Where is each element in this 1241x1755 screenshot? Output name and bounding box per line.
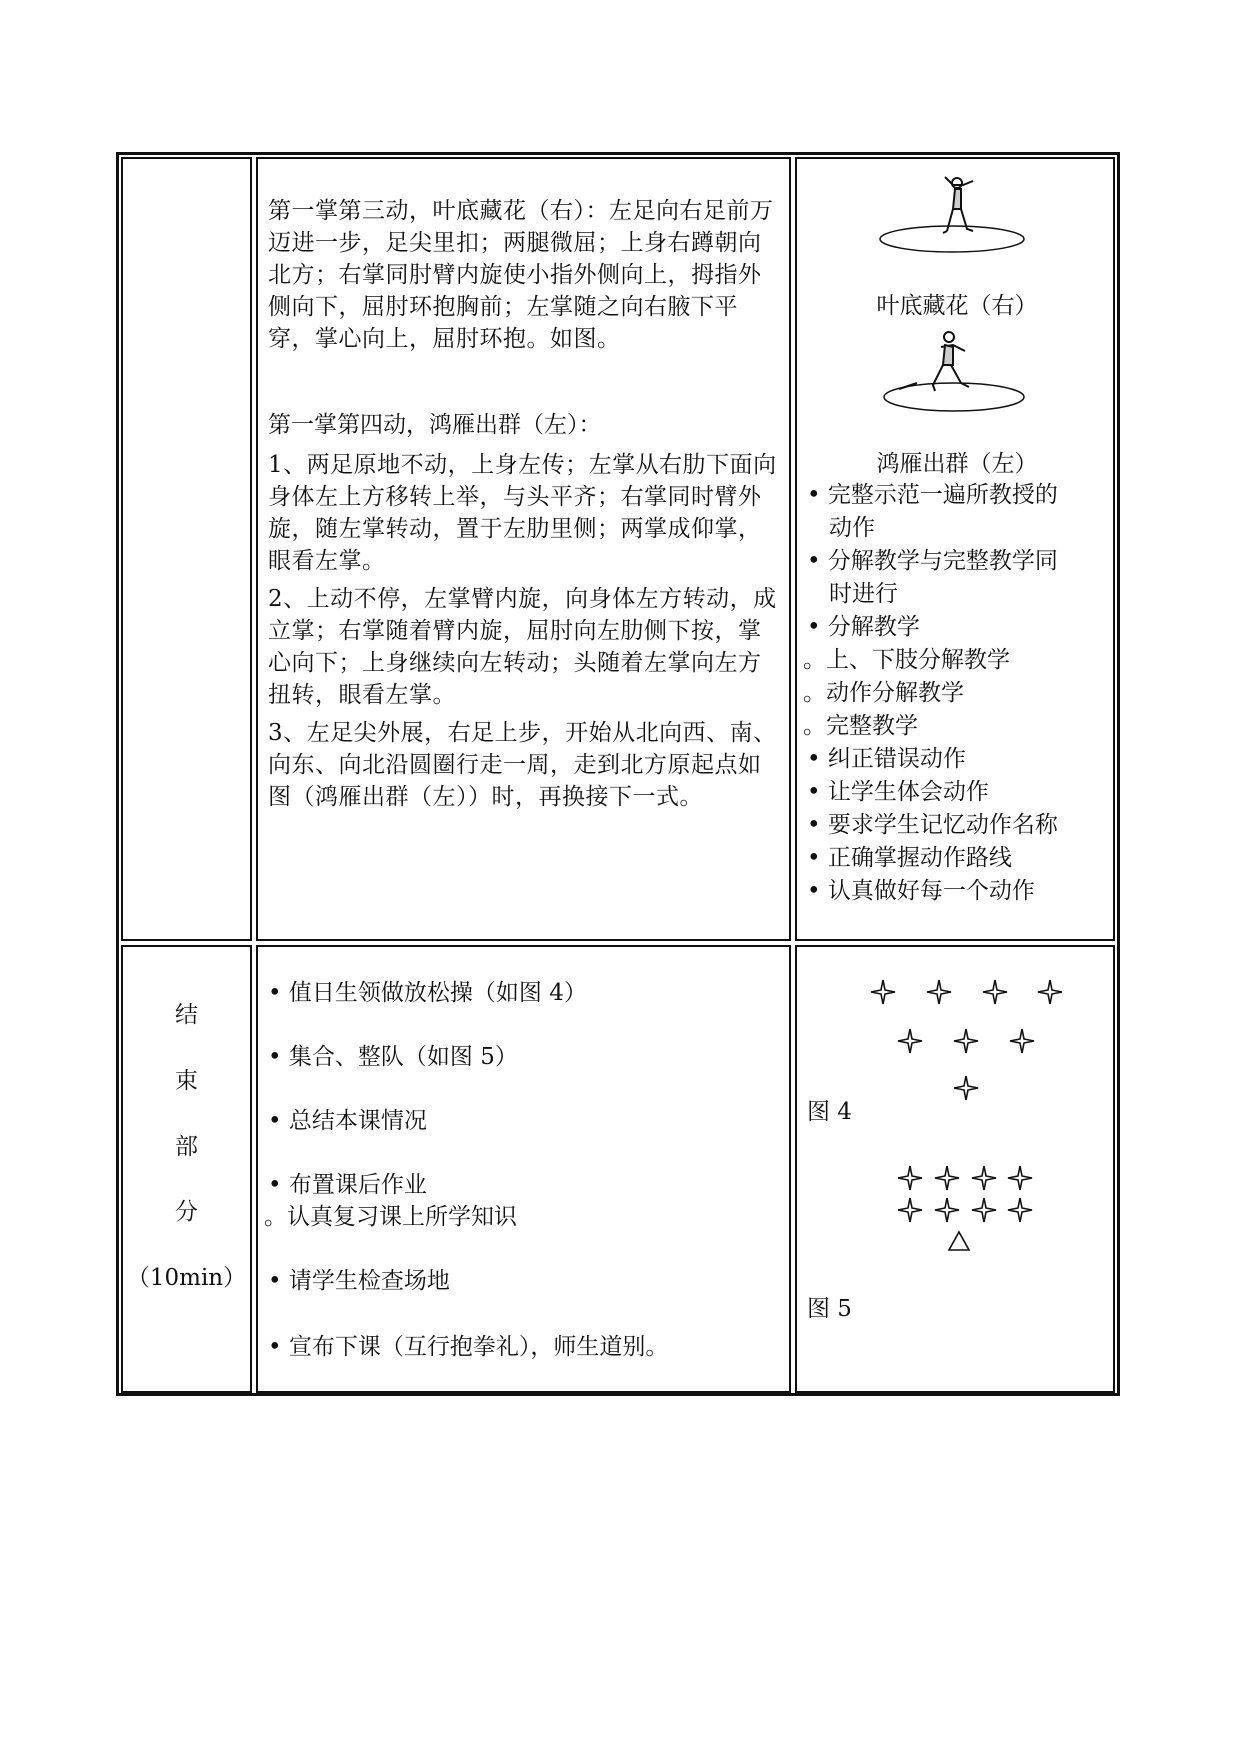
lesson-plan-table xyxy=(116,152,1120,1396)
ending-item: • 布置课后作业 xyxy=(268,1172,427,1198)
method-item: • 完整示范一遍所教授的 xyxy=(807,482,1058,508)
section-duration: （10min） xyxy=(126,1265,247,1291)
figure-5-label: 图 5 xyxy=(807,1296,852,1322)
method-item: 。上、下肢分解教学 xyxy=(803,647,1010,673)
method-item: • 要求学生记忆动作名称 xyxy=(807,812,1058,838)
teacher-triangle-icon xyxy=(947,1230,971,1252)
student-star-icon xyxy=(934,1165,960,1191)
figure-wild-goose-leaving-flock xyxy=(879,329,1029,414)
ending-item: • 宣布下课（互行抱拳礼），师生道别。 xyxy=(268,1334,669,1360)
move4-step-2: 2、上动不停，左掌臂内旋，向身体左方转动，成立掌；右掌随着臂内旋，屈肘向左肋侧下按，掌心向下；上身继续向左转动；头随着左掌向左方扭转，眼看左掌。 xyxy=(268,586,777,708)
section-label-char: 部 xyxy=(175,1134,198,1160)
student-star-icon xyxy=(897,1197,923,1223)
method-cell xyxy=(795,157,1115,941)
student-star-icon xyxy=(934,1197,960,1223)
figure-caption-2: 鸿雁出群（左） xyxy=(876,451,1038,477)
method-item: • 正确掌握动作路线 xyxy=(807,845,1012,871)
figure-leaf-hiding-flower xyxy=(877,171,1027,256)
method-item: 。动作分解教学 xyxy=(803,680,964,706)
student-star-icon xyxy=(971,1165,997,1191)
section-label-cell xyxy=(121,157,252,941)
student-star-icon xyxy=(1007,1165,1033,1191)
section-label-cell-ending xyxy=(121,945,252,1393)
section-label-char: 束 xyxy=(175,1068,198,1094)
method-item: • 纠正错误动作 xyxy=(807,746,966,772)
move4-step-3: 3、左足尖外展，右足上步，开始从北向西、南、向东、向北沿圆圈行走一周，走到北方原起点如图（鸿雁出群（左））时，再换接下一式。 xyxy=(268,720,777,810)
move4-title: 第一掌第四动，鸿雁出群（左）： xyxy=(268,412,602,438)
method-item: • 分解教学与完整教学同 xyxy=(807,548,1058,574)
student-star-icon xyxy=(971,1197,997,1223)
student-star-icon xyxy=(897,1165,923,1191)
section-label-char: 分 xyxy=(175,1199,198,1225)
method-item: • 分解教学 xyxy=(807,614,920,640)
method-item: • 让学生体会动作 xyxy=(807,779,989,805)
ending-item: 。认真复习课上所学知识 xyxy=(264,1204,517,1230)
figure-4-label: 图 4 xyxy=(807,1099,852,1125)
section-label-char: 结 xyxy=(175,1002,198,1028)
diagram-cell-ending xyxy=(795,945,1115,1393)
content-cell xyxy=(256,157,791,941)
ending-item: • 集合、整队（如图 5） xyxy=(268,1044,518,1070)
formation-diagram-5 xyxy=(797,947,1117,1247)
content-cell-ending xyxy=(256,945,791,1393)
ending-item: • 值日生领做放松操（如图 4） xyxy=(268,980,587,1006)
move4-step-1: 1、两足原地不动，上身左传；左掌从右肋下面向身体左上方移转上举，与头平齐；右掌同时臂外旋，随左掌转动，置于左肋里侧；两掌成仰掌，眼看左掌。 xyxy=(268,452,777,574)
method-item: 。完整教学 xyxy=(803,713,918,739)
method-item: 动作 xyxy=(829,515,875,541)
student-star-icon xyxy=(1007,1197,1033,1223)
move4-steps xyxy=(268,449,782,813)
move3-paragraph: 第一掌第三动，叶底藏花（右）：左足向右足前万迈进一步，足尖里扣；两腿微屈；上身右蹲朝向北方；右掌同肘臂内旋使小指外侧向上，拇指外侧向下，屈肘环抱胸前；左掌随之向右腋下平穿，掌心向上，屈肘环抱。如图。 xyxy=(268,198,774,352)
method-item: 时进行 xyxy=(829,581,898,607)
ending-item: • 请学生检查场地 xyxy=(268,1268,450,1294)
method-item: • 认真做好每一个动作 xyxy=(807,878,1035,904)
ending-item: • 总结本课情况 xyxy=(268,1108,427,1134)
figure-caption-1: 叶底藏花（右） xyxy=(876,293,1038,319)
teaching-methods-list xyxy=(803,479,1107,908)
